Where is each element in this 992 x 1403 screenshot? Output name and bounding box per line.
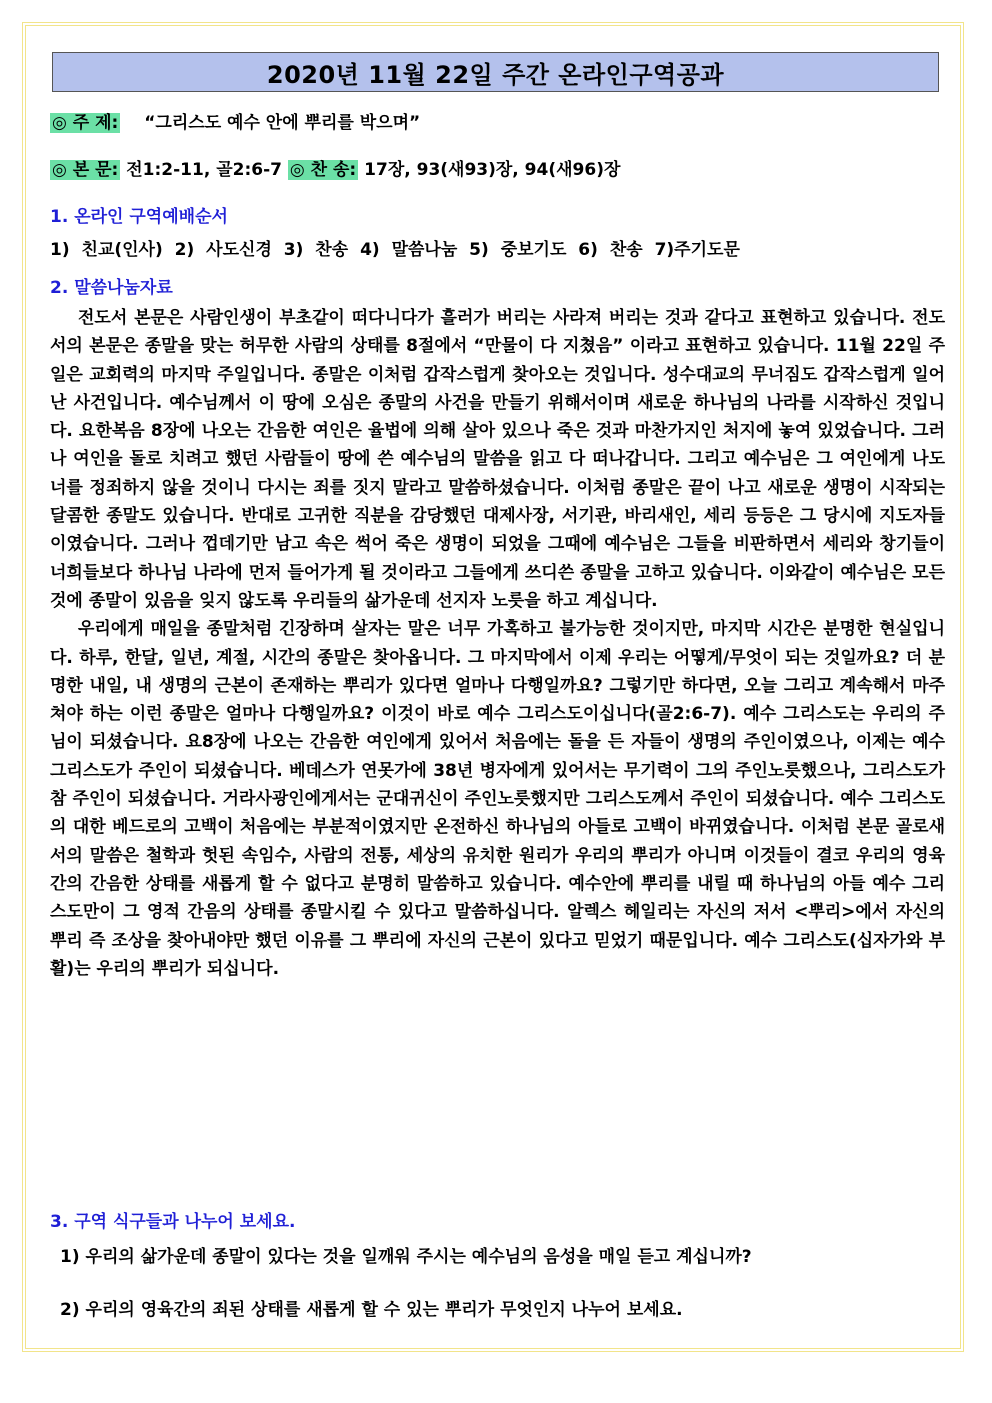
hymn-value: 17장, 93(새93)장, 94(새96)장 (364, 160, 621, 180)
topic-label: ◎ 주 제: (52, 113, 119, 133)
section2-heading: 2. 말씀나눔자료 (50, 278, 173, 298)
worship-order: 1) 친교(인사) 2) 사도신경 3) 찬송 4) 말씀나눔 5) 중보기도 6) 찬송 7)주기도문 (50, 240, 740, 260)
scripture-value: 전1:2-11, 골2:6-7 (126, 160, 282, 180)
question-2: 2) 우리의 영육간의 죄된 상태를 새롭게 할 수 있는 뿌리가 무엇인지 나누어 보세요. (60, 1300, 683, 1320)
section1-heading: 1. 온라인 구역예배순서 (50, 207, 228, 227)
question-1: 1) 우리의 삶가운데 종말이 있다는 것을 일깨워 주시는 예수님의 음성을 매일 듣고 계십니까? (60, 1247, 752, 1267)
topic-value: “그리스도 예수 안에 뿌리를 박으며” (144, 113, 421, 133)
sermon-text (50, 304, 945, 983)
scripture-line (50, 155, 620, 180)
sermon-paragraph-2: 우리에게 매일을 종말처럼 긴장하며 살자는 말은 너무 가혹하고 불가능한 것이지만, 마지막 시간은 분명한 현실입니다. 하루, 한달, 일년, 계절, 시간의 종말은 찾아옵니다. 그 마지막에서 이제 우리는 어떻게/무엇이 되는 것일까요? 더 분명한 내일, 내 생명의 근본이 존재하는 뿌리가 있다면 얼마나 다행일까요? 그렇기만 하다면, 오늘 그리고 계속해서 마주쳐야 하는 이런 종말은 얼마나 다행일까요? 이것이 바로 예수 그리스도이십니다(골2:6-7). 예수 그리스도는 우리의 주님이 되셨습니다. 요8장에 나오는 간음한 여인에게 있어서 처음에는 돌을 든 자들이 생명의 주인이였으나, 이제는 예수 그리스도가 주인이 되셨습니다. 베데스가 연못가에 38년 병자에게 있어서는 무기력이 그의 주인노릇했으나, 그리스도가 참 주인이 되셨습니다. 거라사광인에게서는 군대귀신이 주인노릇했지만 그리스도께서 주인이 되셨습니다. 예수 그리스도의 대한 베드로의 고백이 처음에는 부분적이였지만 온전하신 하나님의 아들로 고백이 바뀌였습니다. 이처럼 본문 골로새서의 말씀은 철학과 헛된 속임수, 사람의 전통, 세상의 유치한 원리가 우리의 뿌리가 아니며 이것들이 결코 우리의 영육간의 간음한 상태를 새롭게 할 수 없다고 분명히 말씀하고 있습니다. 예수안에 뿌리를 내릴 때 하나님의 아들 예수 그리스도만이 그 영적 간음의 상태를 종말시킬 수 있다고 말씀하십니다. 알렉스 헤일리는 자신의 저서 <뿌리>에서 자신의 뿌리 즉 조상을 찾아내야만 했던 이유를 그 뿌리에 자신의 근본이 있다고 믿었기 때문입니다. 예수 그리스도(십자가와 부활)는 우리의 뿌리가 되십니다. (50, 619, 945, 979)
section3-heading: 3. 구역 식구들과 나누어 보세요. (50, 1212, 296, 1232)
scripture-label: ◎ 본 문: (52, 160, 119, 180)
page-title: 2020년 11월 22일 주간 온라인구역공과 (52, 52, 939, 92)
hymn-label: ◎ 찬 송: (289, 160, 357, 180)
sermon-paragraph-1: 전도서 본문은 사람인생이 부초같이 떠다니다가 흘러가 버리는 사라져 버리는 것과 같다고 표현하고 있습니다. 전도서의 본문은 종말을 맞는 허무한 사람의 상태를 8절에서 “만물이 다 지쳤음” 이라고 표현하고 있습니다. 11월 22일 주일은 교회력의 마지막 주일입니다. 종말은 이처럼 갑작스럽게 찾아오는 것입니다. 성수대교의 무너짐도 갑작스럽게 일어난 사건입니다. 예수님께서 이 땅에 오심은 종말의 사건을 만들기 위해서이며 새로운 하나님의 나라를 시작하신 것입니다. 요한복음 8장에 나오는 간음한 여인은 율법에 의해 살아 있으나 죽은 것과 마찬가지인 처지에 놓여 있었습니다. 그러나 여인을 돌로 치려고 했던 사람들이 땅에 쓴 예수님의 말씀을 읽고 다 떠나갑니다. 그리고 예수님은 그 여인에게 나도 너를 정죄하지 않을 것이니 다시는 죄를 짓지 말라고 말씀하셨습니다. 이처럼 종말은 끝이 나고 새로운 생명이 시작되는 달콤한 종말도 있습니다. 반대로 고귀한 직분을 감당했던 대제사장, 서기관, 바리새인, 세리 등등은 그 당시에 지도자들이였습니다. 그러나 껍데기만 남고 속은 썩어 죽은 생명이 되었을 그때에 예수님은 그들을 비판하면서 세리와 창기들이 너희들보다 하나님 나라에 먼저 들어가게 될 것이라고 그들에게 쓰디쓴 종말을 고하고 있습니다. 이와같이 예수님은 모든 것에 종말이 있음을 잊지 않도록 우리들의 삶가운데 선지자 노릇을 하고 계십니다. (50, 308, 945, 611)
topic-line (50, 108, 420, 133)
